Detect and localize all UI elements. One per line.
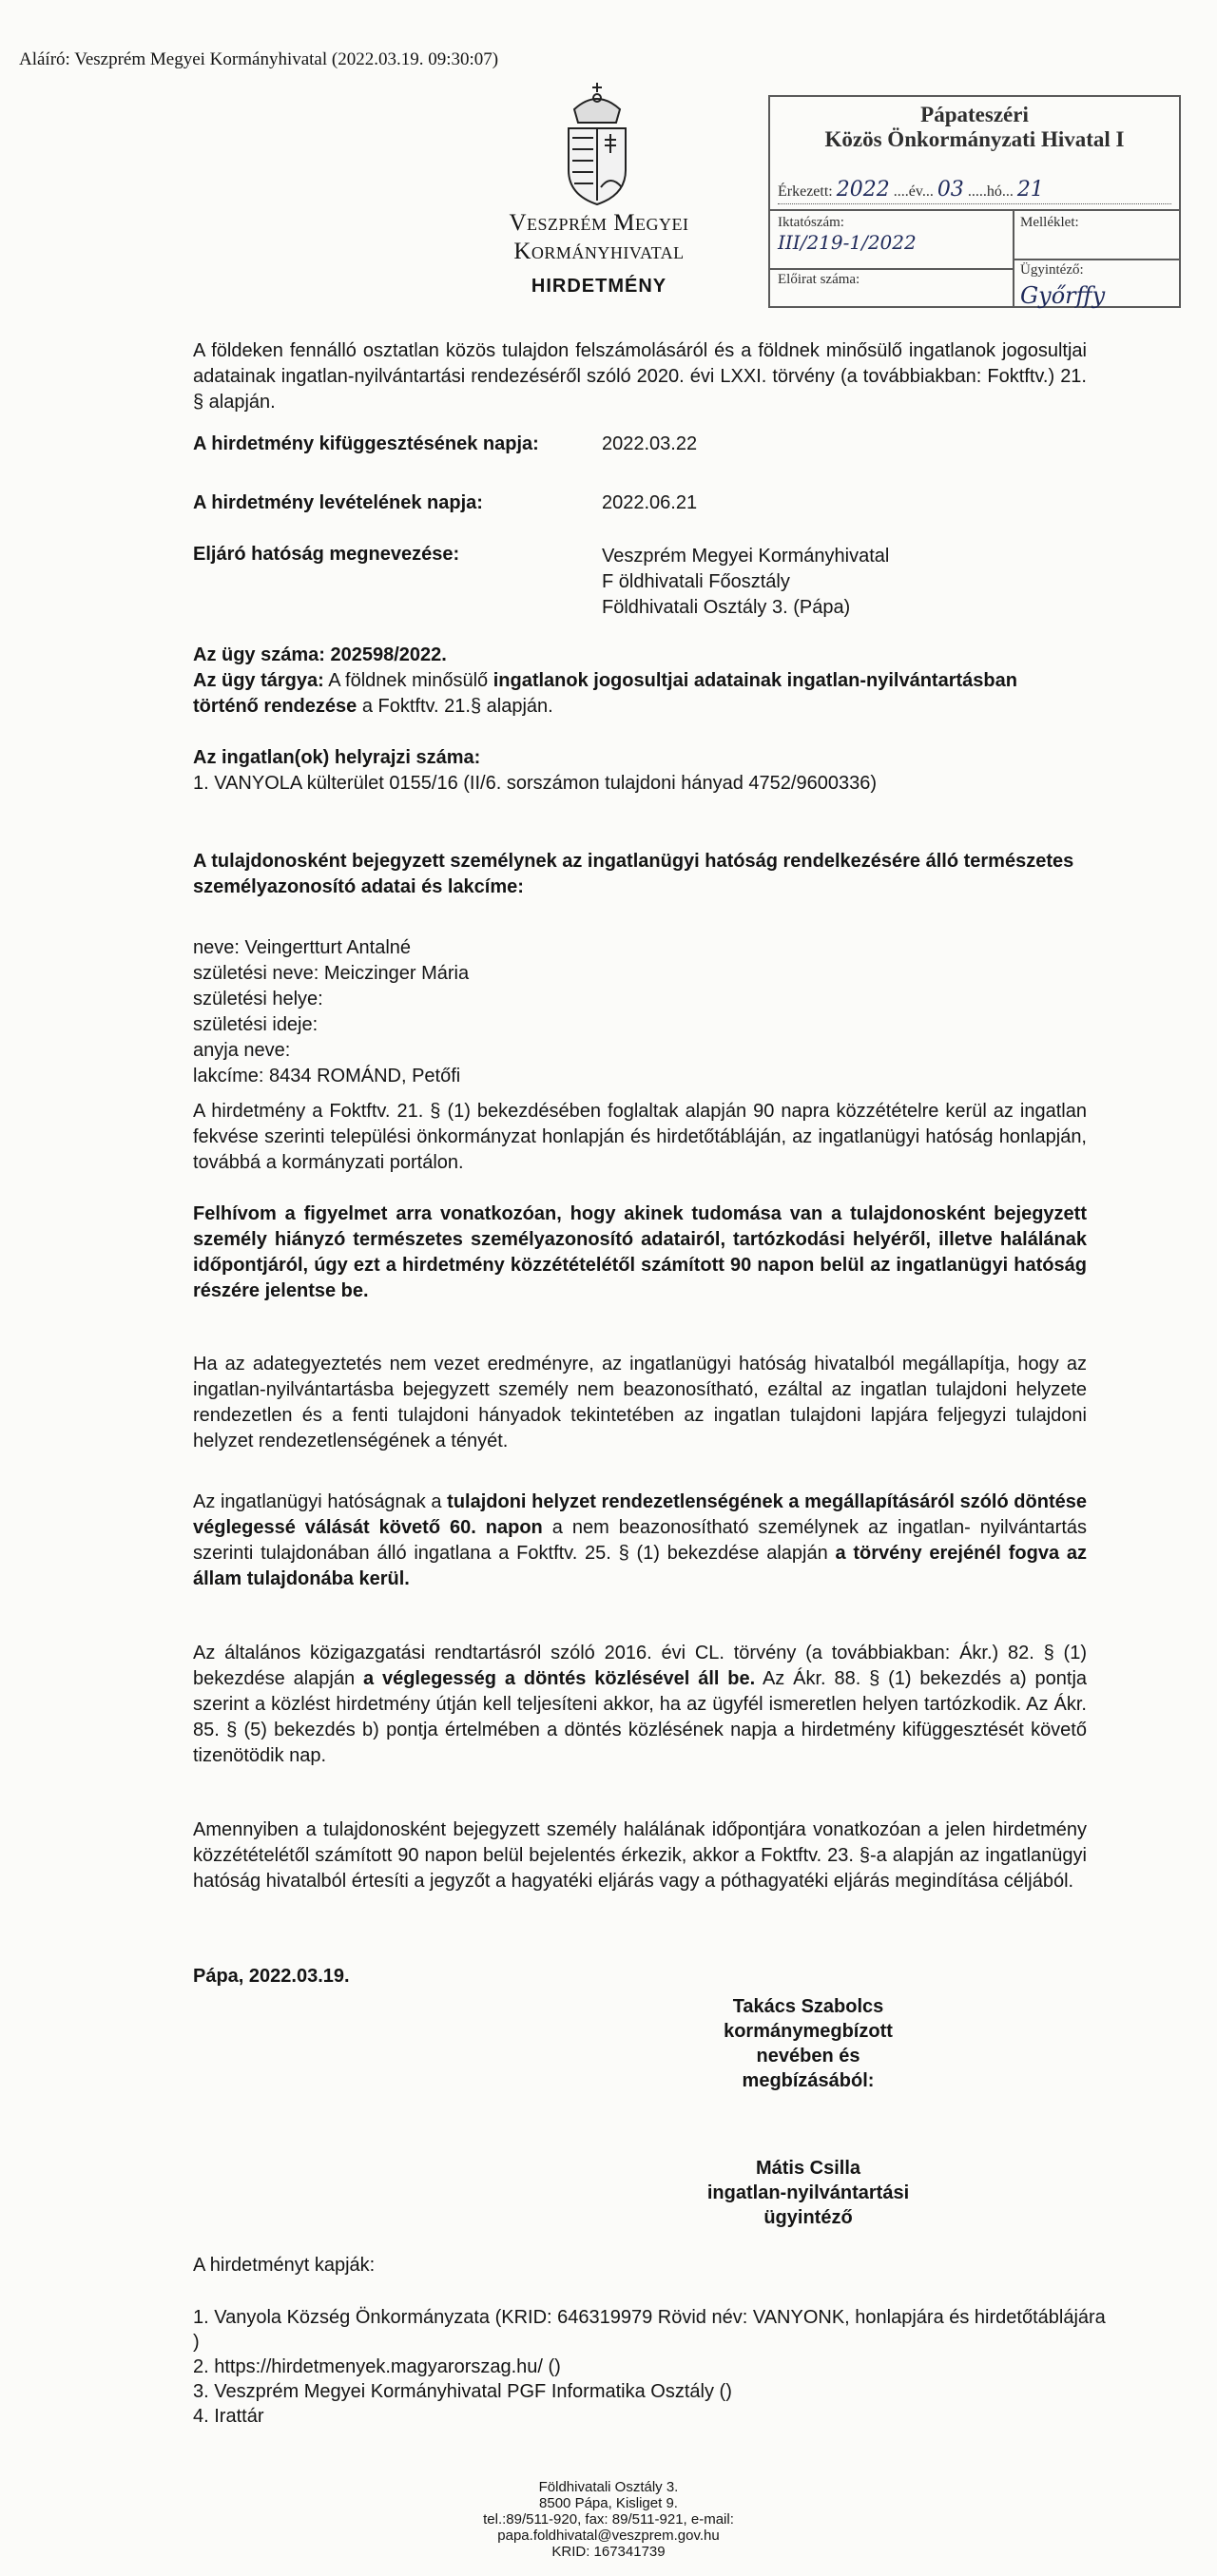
authority-line-3: Földhivatali Osztály 3. (Pápa) [602, 597, 851, 618]
meta-removed-label: A hirdetmény levételének napja: [193, 492, 483, 513]
stamp-received-year: 2022 [836, 178, 890, 202]
publication-paragraph: A hirdetmény a Foktftv. 21. § (1) bekezdésében foglaltak alapján 90 napra közzétételre kerül az ingatlan fekvése szerinti települési önkormányzat honlapján és hirdetőtábláján, az ingatlanügyi hatóság honlapján, továbbá a kormányzati portálon. [193, 1101, 1087, 1173]
reconciliation-paragraph: Ha az adategyeztetés nem vezet eredményre, az ingatlanügyi hatóság hivatalból megállapítja, hogy az ingatlan-nyilvántartásba bejegyzett személy nem beazonosítható, ezáltal az ingatlan tulajdoni helyzete rendezetlen és a fenti tulajdoni hányadok tekintetében az ingatlan tulajdoni lapjára feljegyzi tulajdoni helyzet rendezetlenségének a tényét. [193, 1354, 1087, 1451]
signatory-1-name: Takács Szabolcs [732, 1996, 884, 2017]
case-subject-label: Az ügy tárgya: [193, 670, 324, 691]
electronic-signer-line: Aláíró: Veszprém Megyei Kormányhivatal (2022.03.19. 09:30:07) [19, 49, 499, 69]
probate-paragraph: Amennyiben a tulajdonosként bejegyzett személy halálának időpontjára vonatkozóan a jelen hirdetmény közzétételétől számított 90 napon belül bejelentés érkezik, akkor a Foktftv. 23. §-a alapján az ingatlanügyi hatóság hivatalból értesíti a jegyzőt a hagyatéki eljárás vagy a póthagyatéki eljárás megindítása céljából. [193, 1819, 1087, 1892]
recipients-list [193, 2305, 1106, 2429]
owner-name: neve: Veingertturt Antalné [193, 937, 412, 958]
owner-birth-place: születési helye: [193, 989, 323, 1009]
signatory-block-1: Takács Szabolcs kormánymegbízott nevében és megbízásából: [666, 1994, 951, 2093]
case-number-value: 202598/2022. [330, 644, 447, 665]
stamp-file-number-label: Iktatószám: [778, 215, 844, 230]
stamp-title-line-2: Közös Önkormányzati Hivatal I [824, 127, 1125, 151]
stamp-attachment-label: Melléklet: [1020, 215, 1079, 230]
case-block [193, 643, 1087, 720]
signatory-2-name: Mátis Csilla [755, 2158, 861, 2179]
footer-contact [418, 2479, 799, 2560]
list-item: 4. Irattár [193, 2406, 264, 2427]
parcel-block [193, 745, 1087, 797]
footer-contacts: tel.:89/511-920, fax: 89/511-921, e-mail: papa.foldhivatal@veszprem.gov.hu [483, 2511, 734, 2544]
footer-address: 8500 Pápa, Kisliget 9. [539, 2495, 678, 2511]
owner-birth-name: születési neve: Meiczinger Mária [193, 963, 470, 984]
stamp-received-label: Érkezett: [778, 183, 833, 200]
authority-value [602, 544, 889, 621]
stamp-received-month: 03 [937, 178, 964, 202]
stamp-year-label: év [908, 183, 922, 200]
issuing-office-name [418, 209, 780, 266]
parcel-item: 1. VANYOLA külterület 0155/16 (II/6. sorszámon tulajdoni hányad 4752/9600336) [193, 773, 877, 794]
document-title: HIRDETMÉNY [531, 276, 667, 297]
registration-stamp [768, 95, 1181, 308]
stamp-clerk-signature: Győrffy [1020, 282, 1106, 309]
meta-posted-value: 2022.03.22 [602, 433, 698, 454]
intro-paragraph: A földeken fennálló osztatlan közös tulajdon felszámolásáról és a földnek minősülő ingatlanok jogosultjai adatainak ingatlan-nyilvántartási rendezéséről szóló 2020. évi LXXI. törvény (a továbbiakban: Foktftv.) 21. § alapján. [193, 340, 1087, 413]
meta-removed-value: 2022.06.21 [602, 492, 698, 513]
list-item: 3. Veszprém Megyei Kormányhivatal PGF Informatika Osztály () [193, 2381, 732, 2402]
place-and-date: Pápa, 2022.03.19. [193, 1966, 350, 1987]
stamp-received-row: Érkezett: 2022 ....év... 03 .....hó... 21 [778, 178, 1171, 204]
case-number-label: Az ügy száma: [193, 644, 325, 665]
stamp-title [770, 103, 1179, 152]
signatory-2-title-2: ügyintéző [763, 2207, 853, 2228]
owner-birth-date: születési ideje: [193, 1014, 319, 1035]
authority-label: Eljáró hatóság megnevezése: [193, 544, 460, 565]
stamp-clerk-label: Ügyintéző: [1020, 262, 1084, 278]
authority-line-1: Veszprém Megyei Kormányhivatal [602, 546, 890, 567]
owner-address: lakcíme: 8434 ROMÁND, Petőfi [193, 1066, 461, 1086]
notice-paragraph: Felhívom a figyelmet arra vonatkozóan, hogy akinek tudomása van a tulajdonosként bejegyzett személy hiányzó természetes személyazonosító adatairól, tartózkodási helyéről, illetve halálának időpontjáról, úgy ezt a hirdetmény közzétételétől számított 90 napon belül az ingatlanügyi hatóság részére jelentse be. [193, 1203, 1087, 1301]
owner-mother-name: anyja neve: [193, 1040, 291, 1061]
case-subject: Az ügy tárgya: A földnek minősülő ingatlanok jogosultjai adatainak ingatlan-nyilvántartásban történő rendezése a Foktftv. 21.§ alapján. [193, 670, 1017, 717]
stamp-file-number-cell [770, 211, 1013, 268]
stamp-title-line-1: Pápateszéri [920, 103, 1029, 126]
authority-line-2: F öldhivatali Főosztály [602, 571, 790, 592]
signatory-2-title-1: ingatlan-nyilvántartási [706, 2182, 910, 2203]
stamp-month-label: hó [986, 183, 1002, 200]
signatory-block-2 [666, 2156, 951, 2230]
footer-office: Földhivatali Osztály 3. [538, 2479, 679, 2495]
recipients-heading: A hirdetményt kapják: [193, 2255, 376, 2276]
meta-posted-label: A hirdetmény kifüggesztésének napja: [193, 433, 539, 454]
stamp-file-number-value: III/219-1/2022 [778, 231, 917, 254]
state-ownership-paragraph: Az ingatlanügyi hatóságnak a tulajdoni helyzet rendezetlenségének a megállapításáról szóló döntése véglegessé válását követő 60. napon a nem beazonosítható személynek az ingatlan- nyilvántartás szerinti tulajdonában álló ingatlana a Foktftv. 25. § (1) bekezdése alapján a törvény erejénél fogva az állam tulajdonába kerül. [193, 1491, 1088, 1589]
hungarian-coat-of-arms-icon [561, 81, 633, 209]
stamp-grid [770, 209, 1179, 309]
stamp-clerk-cell [1013, 259, 1112, 313]
office-line-1: Veszprém Megyei [509, 210, 689, 236]
finality-paragraph: Az általános közigazgatási rendtartásról szóló 2016. évi CL. törvény (a továbbiakban: Ákr.) 82. § (1) bekezdése alapján a véglegesség a döntés közlésével áll be. Az Ákr. 88. § (1) bekezdés a) pontja szerint a közlést hirdetmény útján kell teljesíteni akkor, ha az ügyfél ismeretlen helyen tartózkodik. Az Ákr. 85. § (5) bekezdés b) pontja értelmében a döntés közlésének napja a hirdetmény kifüggesztését követő tizenötödik nap. [193, 1643, 1088, 1766]
parcel-heading: Az ingatlan(ok) helyrajzi száma: [193, 747, 481, 768]
stamp-prior-document-label: Előirat száma: [778, 272, 860, 287]
office-line-2: Kormányhivatal [513, 239, 685, 264]
list-item: 1. Vanyola Község Önkormányzata (KRID: 646319979 Rövid név: VANYONK, honlapjára és hirdetőtáblájára ) [193, 2307, 1106, 2353]
stamp-received-day: 21 [1016, 178, 1044, 202]
footer-krid: KRID: 167341739 [551, 2544, 666, 2560]
owner-details [193, 935, 1087, 1089]
list-item: 2. https://hirdetmenyek.magyarorszag.hu/ () [193, 2356, 561, 2377]
case-number [193, 643, 1087, 668]
owner-heading: A tulajdonosként bejegyzett személynek az ingatlanügyi hatóság rendelkezésére álló természetes személyazonosító adatai és lakcíme: [193, 851, 1074, 897]
signatory-1-title: kormánymegbízott [724, 2021, 893, 2042]
